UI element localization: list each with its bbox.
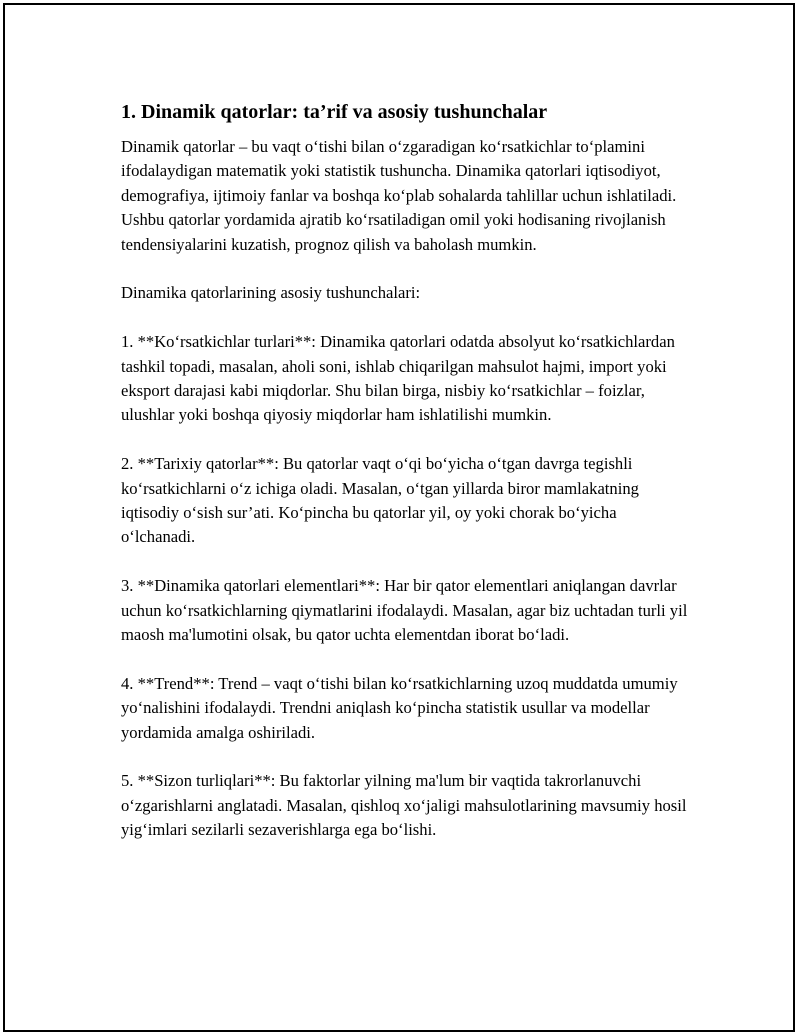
concept-item-trend: 4. **Trend**: Trend – vaqt o‘tishi bilan ko‘rsatkichlarning uzoq muddatda umumiy yo‘nalishini ifodalaydi. Trendni aniqlash ko‘pincha statistik usullar va modellar yordamida amalga oshiriladi.: [121, 673, 678, 742]
section-heading: 1. Dinamik qatorlar: ta’rif va asosiy tushunchalar: [121, 101, 548, 123]
concept-item-seasonal-variations: 5. **Sizon turliqlari**: Bu faktorlar yilning ma'lum bir vaqtida takrorlanuvchi o‘zgarishlarni anglatadi. Masalan, qishloq xo‘jaligi mahsulotlarining mavsumiy hosil yig‘imlari sezilarli sezaverishlarga ega bo‘lishi.: [121, 771, 687, 840]
concept-item-series-elements: 3. **Dinamika qatorlari elementlari**: Har bir qator elementlari aniqlangan davrlar uchun ko‘rsatkichlarning qiymatlarini ifodalaydi. Masalan, agar biz uchtadan turli yil maosh ma'lumotini olsak, bu qator uchta elementdan iborat bo‘ladi.: [121, 576, 688, 645]
concept-item-historical-series: 2. **Tarixiy qatorlar**: Bu qatorlar vaqt o‘qi bo‘yicha o‘tgan davrga tegishli ko‘rsatkichlarni o‘z ichiga oladi. Masalan, o‘tgan yillarda biror mamlakatning iqtisodiy o‘sish sur’ati. Ko‘pincha bu qatorlar yil, oy yoki chorak bo‘yicha o‘lchanadi.: [121, 454, 639, 547]
intro-paragraph: Dinamik qatorlar – bu vaqt o‘tishi bilan o‘zgaradigan ko‘rsatkichlar to‘plamini ifodalaydigan matematik yoki statistik tushuncha. Dinamika qatorlari iqtisodiyot, demografiya, ijtimoiy fanlar va boshqa ko‘plab sohalarda tahlillar uchun ishlatiladi. Ushbu qatorlar yordamida ajratib ko‘rsatiladigan omil yoki hodisaning rivojlanish tendensiyalarini kuzatish, prognoz qilish va baholash mumkin.: [121, 137, 677, 254]
concept-item-indicator-types: 1. **Ko‘rsatkichlar turlari**: Dinamika qatorlari odatda absolyut ko‘rsatkichlardan tashkil topadi, masalan, aholi soni, ishlab chiqarilgan mahsulot hajmi, import yoki eksport darajasi kabi miqdorlar. Shu bilan birga, nisbiy ko‘rsatkichlar – foizlar, ulushlar yoki boshqa qiyosiy miqdorlar ham ishlatilishi mumkin.: [121, 332, 675, 425]
page-frame: [3, 3, 795, 1032]
concepts-intro: Dinamika qatorlarining asosiy tushunchalari:: [121, 283, 421, 303]
document-body: [121, 99, 691, 843]
